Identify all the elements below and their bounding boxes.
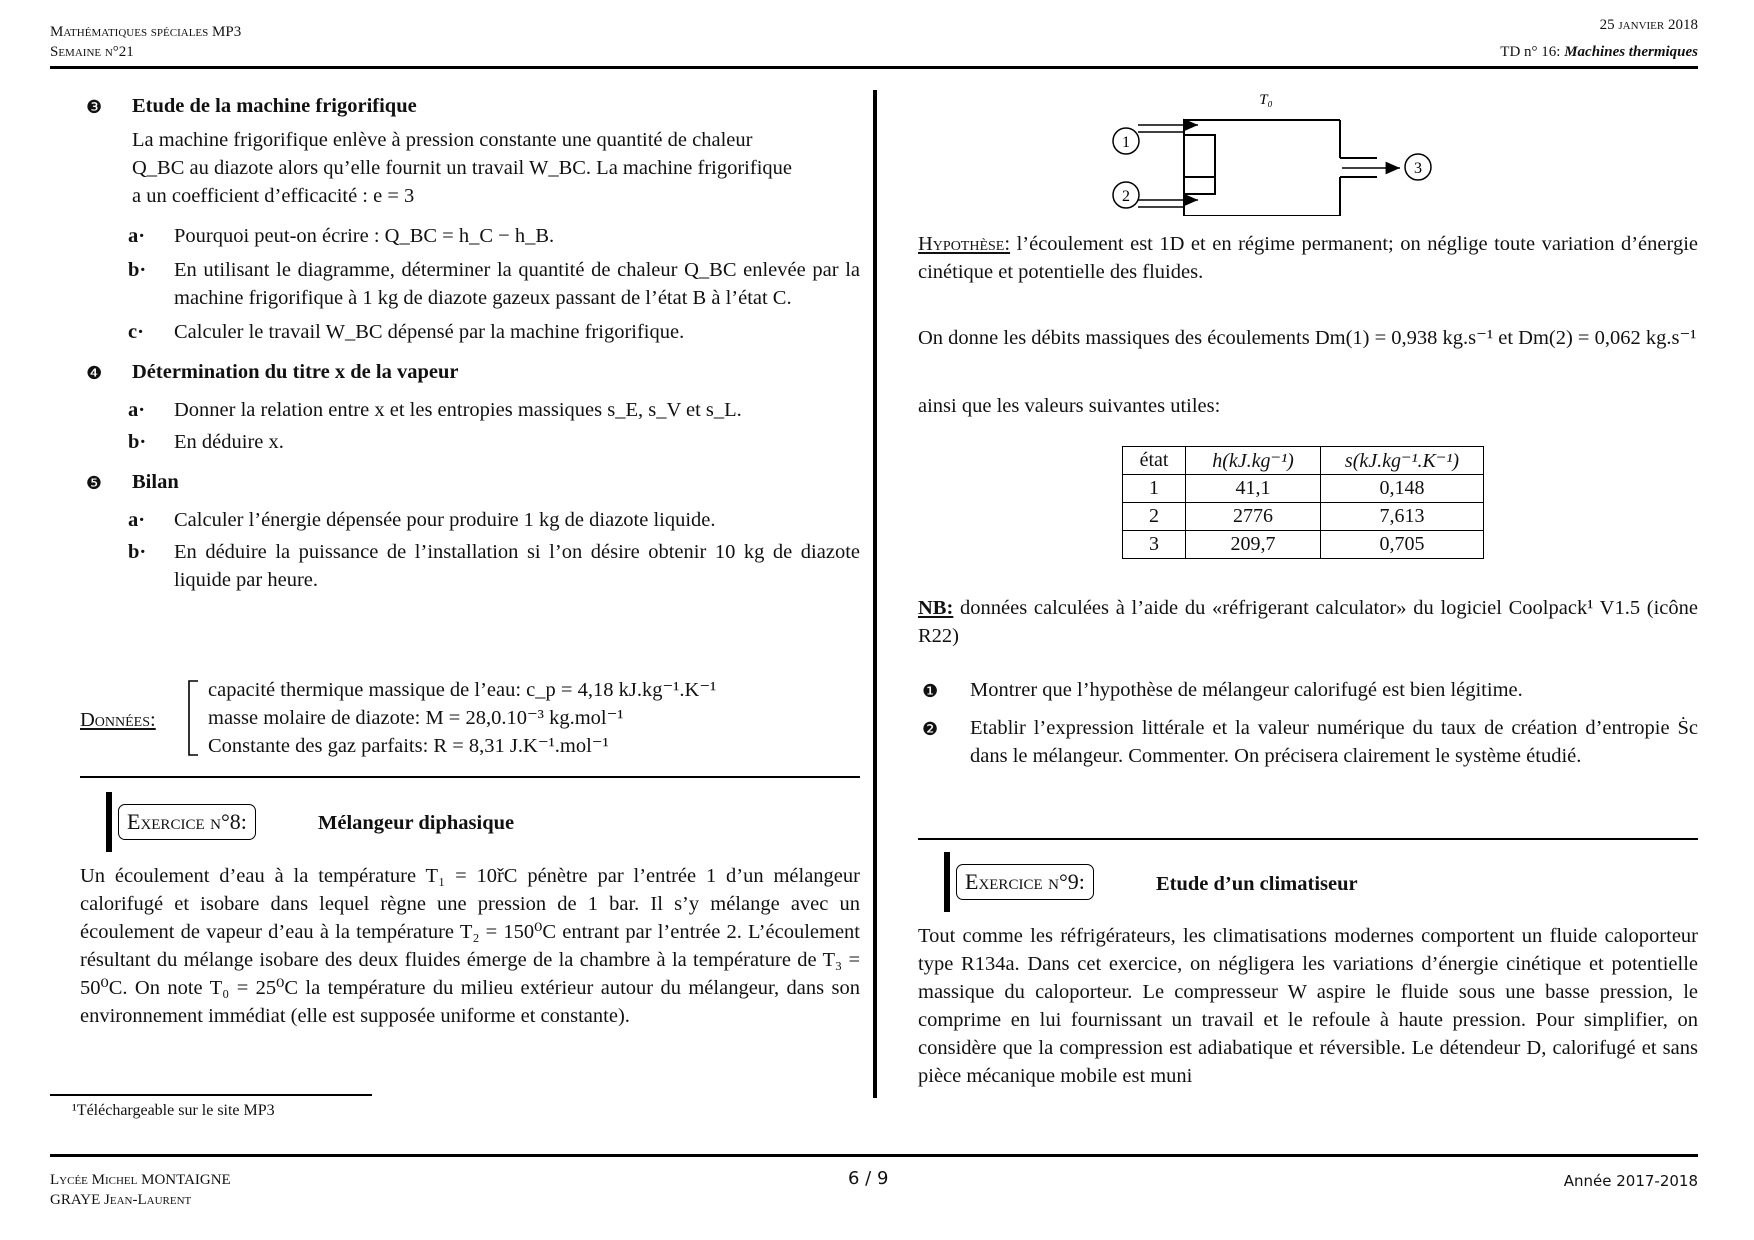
hypothesis-label: Hypothèse: xyxy=(918,233,1011,255)
exercise-8-text: Un écoulement d’eau à la température T₁ = 10řC pénètre par l’entrée 1 d’un mélangeur calorifugé et isobare dans lequel règne une pression de 1 bar. Il s’y mélange avec un écoulement de vapeur d’eau à la température T₂ = 150⁰C entrant par l’entrée 2. L’écoulement résultant du mélange isobare des deux fluides émerge de la chambre à la température de T₃ = 50⁰C. On note T₀ = 25⁰C la température du milieu extérieur autour du mélangeur, dans son environnement immédiat (elle est supposée uniforme et constante). xyxy=(80,865,860,1027)
mixer-outline xyxy=(1184,120,1340,194)
section-title: Détermination du titre x de la vapeur xyxy=(132,361,459,383)
footnote-rule xyxy=(50,1094,372,1096)
question-item xyxy=(80,396,860,424)
question-2 xyxy=(918,714,1698,770)
exercise-8-label: Exercice n°8: xyxy=(118,804,256,840)
valeurs-text: ainsi que les valeurs suivantes utiles: xyxy=(918,395,1221,417)
hypothesis-text: l’écoulement est 1D et en régime permanent; on néglige toute variation d’énergie cinétique et potentielle des fluides. xyxy=(918,233,1698,283)
item-label: b· xyxy=(128,259,147,281)
footer-author: GRAYE Jean-Laurent xyxy=(50,1192,192,1208)
column-separator xyxy=(873,90,877,1098)
header-course: Mathématiques spéciales MP3 xyxy=(50,24,242,40)
outlet-3-label: 3 xyxy=(1414,160,1422,177)
table-cell: 2 xyxy=(1123,503,1186,531)
donnee-line: Constante des gaz parfaits: R = 8,31 J.K⁻¹.mol⁻¹ xyxy=(208,735,609,757)
intro-line: a un coefficient d’efficacité : e = 3 xyxy=(132,185,415,207)
question-text: Etablir l’expression littérale et la valeur numérique du taux de création d’entropie Ṡc dans le mélangeur. Commenter. On précisera clairement le système étudié. xyxy=(970,717,1698,767)
table-header: état xyxy=(1123,447,1186,475)
donnees-label: Données: xyxy=(80,709,156,731)
table-header-row xyxy=(1123,447,1484,475)
question-text: Montrer que l’hypothèse de mélangeur calorifugé est bien légitime. xyxy=(970,679,1523,701)
table-cell: 0,148 xyxy=(1321,475,1484,503)
table-cell: 2776 xyxy=(1186,503,1321,531)
header-td-title: Machines thermiques xyxy=(1564,44,1698,60)
item-label: a· xyxy=(128,509,146,531)
section-5-questions xyxy=(80,506,860,594)
footer-year: Année 2017-2018 xyxy=(1563,1172,1698,1190)
item-text: En déduire la puissance de l’installation si l’on désire obtenir 10 kg de diazote liquide par heure. xyxy=(174,541,860,591)
question-item xyxy=(80,506,860,534)
item-text: Pourquoi peut-on écrire : Q_BC = h_C − h_B. xyxy=(174,225,555,247)
values-table xyxy=(1122,446,1484,559)
header-td-number: TD n° 16: xyxy=(1500,44,1561,60)
question-item xyxy=(80,256,860,312)
exercise-9-text: Tout comme les réfrigérateurs, les climatisations modernes comportent un fluide caloporteur type R134a. Dans cet exercice, on négligera les variations d’énergie cinétique et potentielle massique du caloporteur. Le compresseur W aspire le fluide sous une basse pression, le comprime en lui fournissant un travail et le refoule à haute pression. Pour simplifier, on considère que la compression est adiabatique et réversible. Le détendeur D, calorifugé et sans pièce mécanique mobile est muni xyxy=(918,925,1698,1087)
nb-label: NB: xyxy=(918,597,954,619)
intro-line: Q_BC au diazote alors qu’elle fournit un travail W_BC. La machine frigorifique xyxy=(132,157,792,179)
exercise-8-title: Mélangeur diphasique xyxy=(318,812,515,834)
mixer-diagram xyxy=(1080,86,1450,216)
section-5-heading xyxy=(80,468,860,498)
section-3-questions xyxy=(80,222,860,346)
table-header: h(kJ.kg⁻¹) xyxy=(1186,447,1321,475)
question-1 xyxy=(918,676,1698,704)
debits-text: On donne les débits massiques des écoulements Dm(1) = 0,938 kg.s⁻¹ et Dm(2) = 0,062 kg.s⁻¹ xyxy=(918,327,1697,349)
donnee-line: capacité thermique massique de l’eau: c_p = 4,18 kJ.kg⁻¹.K⁻¹ xyxy=(208,679,717,701)
item-label: b· xyxy=(128,431,147,453)
section-number-icon: ❹ xyxy=(86,363,103,384)
table-row xyxy=(1123,503,1484,531)
item-text: Calculer l’énergie dépensée pour produire 1 kg de diazote liquide. xyxy=(174,509,716,531)
intro-line: La machine frigorifique enlève à pression constante une quantité de chaleur xyxy=(132,129,753,151)
left-bracket-icon xyxy=(186,680,200,756)
table-header: s(kJ.kg⁻¹.K⁻¹) xyxy=(1321,447,1484,475)
question-number-icon: ❷ xyxy=(922,719,939,740)
t0-label: T₀ xyxy=(1259,92,1273,108)
question-number-icon: ❶ xyxy=(922,681,939,702)
header-rule xyxy=(50,66,1698,69)
header-td xyxy=(1500,42,1698,62)
donnees-list xyxy=(208,676,716,760)
section-4-heading xyxy=(80,358,860,388)
exercise-9-title: Etude d’un climatiseur xyxy=(1156,873,1358,895)
footer-rule xyxy=(50,1154,1698,1157)
item-label: a· xyxy=(128,225,146,247)
section-number-icon: ❸ xyxy=(86,97,103,118)
table-cell: 41,1 xyxy=(1186,475,1321,503)
section-title: Etude de la machine frigorifique xyxy=(132,95,417,117)
item-text: Calculer le travail W_BC dépensé par la machine frigorifique. xyxy=(174,321,685,343)
header-week: Semaine n°21 xyxy=(50,44,134,60)
hypothesis xyxy=(918,230,1698,286)
table-cell: 3 xyxy=(1123,531,1186,559)
question-item xyxy=(80,538,860,594)
item-text: En utilisant le diagramme, déterminer la quantité de chaleur Q_BC enlevée par la machine frigorifique à 1 kg de diazote gazeux passant de l’état B à l’état C. xyxy=(174,259,860,309)
question-item xyxy=(80,428,860,456)
section-title: Bilan xyxy=(132,471,179,493)
donnee-line: masse molaire de diazote: M = 28,0.10⁻³ kg.mol⁻¹ xyxy=(208,707,624,729)
nb-note xyxy=(918,594,1698,650)
section-number-icon: ❺ xyxy=(86,473,103,494)
item-label: a· xyxy=(128,399,146,421)
exercise-bar xyxy=(106,792,112,852)
item-text: Donner la relation entre x et les entropies massiques s_E, s_V et s_L. xyxy=(174,399,742,421)
table-cell: 209,7 xyxy=(1186,531,1321,559)
section-3-heading xyxy=(80,92,860,122)
table-cell: 1 xyxy=(1123,475,1186,503)
table-cell: 0,705 xyxy=(1321,531,1484,559)
exercise-9-label: Exercice n°9: xyxy=(956,864,1094,900)
donnees-block xyxy=(80,676,860,760)
inlet-2-label: 2 xyxy=(1122,188,1130,205)
footer-school: Lycée Michel MONTAIGNE xyxy=(50,1172,231,1188)
question-item xyxy=(80,222,860,250)
inlet-1-label: 1 xyxy=(1122,134,1130,151)
separator-rule xyxy=(80,776,860,778)
header-date: 25 janvier 2018 xyxy=(1599,17,1698,33)
question-item xyxy=(80,318,860,346)
exercise-bar xyxy=(944,852,950,912)
table-row xyxy=(1123,475,1484,503)
page-number: 6 / 9 xyxy=(848,1168,889,1189)
item-label: c· xyxy=(128,321,144,343)
table-cell: 7,613 xyxy=(1321,503,1484,531)
item-text: En déduire x. xyxy=(174,431,284,453)
flow-arrows xyxy=(1138,125,1400,207)
table-row xyxy=(1123,531,1484,559)
section-4-questions xyxy=(80,396,860,456)
footnote: ¹Téléchargeable sur le site MP3 xyxy=(72,1102,275,1119)
left-column xyxy=(80,92,860,594)
section-3-intro xyxy=(132,126,860,210)
nb-text: données calculées à l’aide du «réfrigerant calculator» du logiciel Coolpack¹ V1.5 (icône R22) xyxy=(918,597,1699,647)
item-label: b· xyxy=(128,541,147,563)
separator-rule xyxy=(918,838,1698,840)
